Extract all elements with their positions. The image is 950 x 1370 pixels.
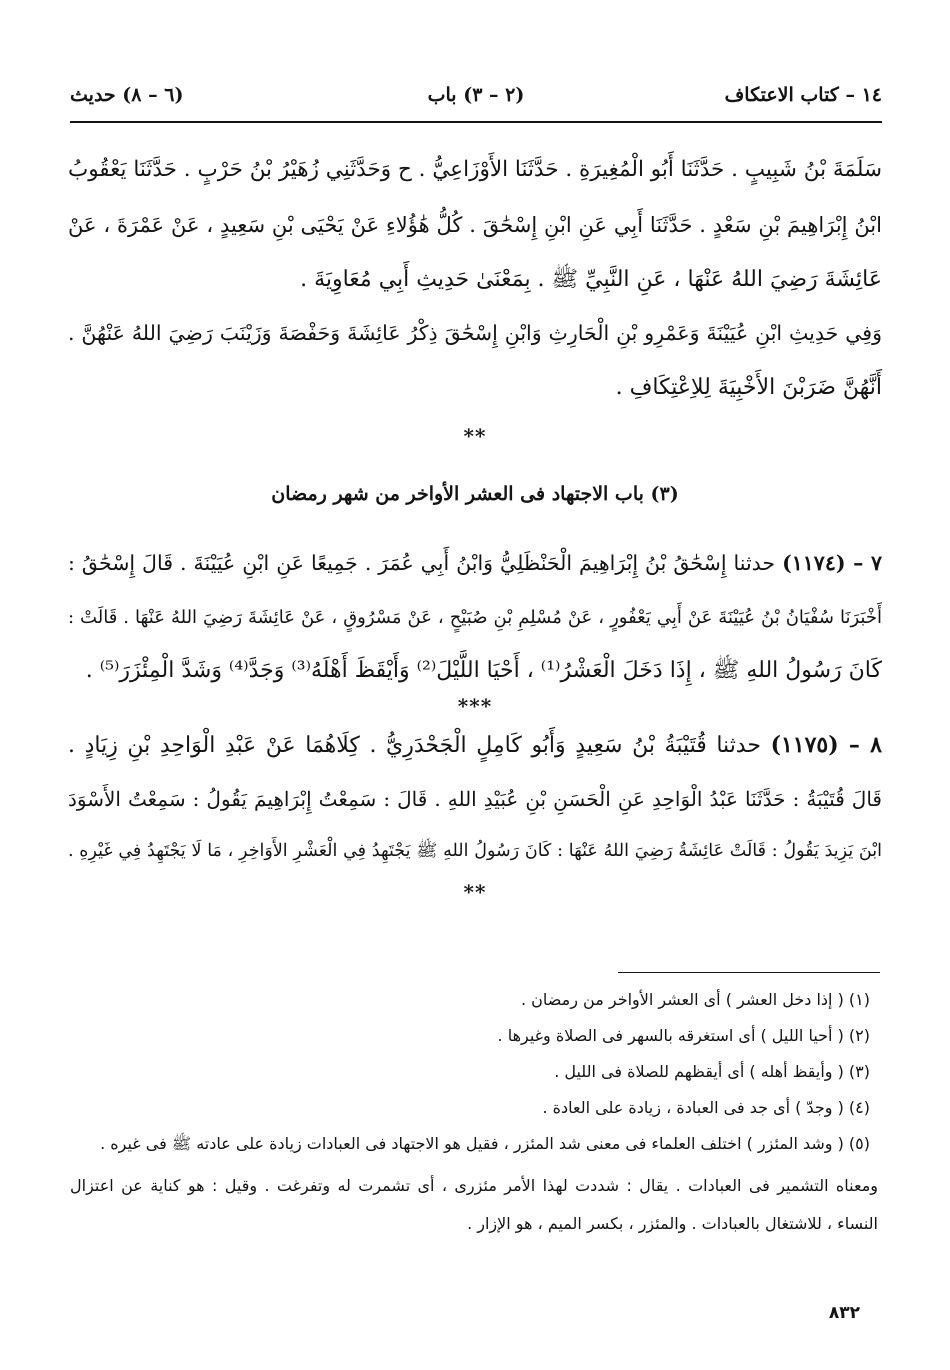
text-line: سَلَمَةَ بْنُ شَبِيبٍ . حَدَّثَنَا أَبُو الْمُغِيرَةِ . حَدَّثَنَا الأَوْزَاعِيُّ . ح وَحَدَّثَنِي زُهَيْرُ بْنُ حَرْبٍ . حَدَّثَنَا يَعْقُوبُ xyxy=(67,157,882,182)
text-line: وَفِي حَدِيثِ ابْنِ عُيَيْنَةَ وَعَمْرِو بْنِ الْحَارِثِ وَابْنِ إِسْحَٰقَ ذِكْرُ عَائِشَةَ وَحَفْصَةَ وَزَيْنَبَ رَضِيَ اللهُ عَنْهُنَّ . xyxy=(68,321,882,345)
text-line: أَنَّهُنَّ ضَرَبْنَ الأَخْبِيَةَ لِلاِعْتِكَافِ . xyxy=(615,375,882,400)
hadith-7-line xyxy=(68,548,882,578)
header-bab-range: (٢ – ٣) باب xyxy=(427,84,525,106)
text-line: عَائِشَةَ رَضِيَ اللهُ عَنْهَا ، عَنِ النَّبِيِّ ﷺ . بِمَعْنَىٰ حَدِيثِ أَبِي مُعَاوِيَةَ . xyxy=(300,267,882,292)
hadith-8-line xyxy=(68,730,882,761)
section-separator: *** xyxy=(457,694,493,718)
hadith-text: حدثنا قُتَيْبَةُ بْنُ سَعِيدٍ وَأَبُو كَامِلٍ الْجَحْدَرِيُّ . كِلَاهُمَا عَنْ عَبْدِ الْوَاحِدِ بْنِ زِيَادٍ . xyxy=(68,733,761,758)
header-rule xyxy=(70,121,882,123)
hadith-number: ٨ – (١١٧٥) xyxy=(770,732,882,758)
footnote: (٥) ( وشد المئزر ) اختلف العلماء فى معنى شد المئزر ، فقيل هو الاجتهاد فى العبادات زيادة على عادته ﷺ فى غيره . xyxy=(100,1134,870,1153)
running-header xyxy=(70,84,882,120)
text-line: ابْنُ إِبْرَاهِيمَ بْنِ سَعْدٍ . حَدَّثَنَا أَبِي عَنِ ابْنِ إِسْحَٰقَ . كُلُّ هَٰؤُلاءِ عَنْ يَحْيَى بْنِ سَعِيدٍ ، عَنْ عَمْرَةَ ، عَنْ xyxy=(68,213,882,237)
page-number: ٨٣٢ xyxy=(828,1303,860,1323)
chapter-title: (٣) باب الاجتهاد فى العشر الأواخر من شهر رمضان xyxy=(271,483,679,505)
section-separator: ** xyxy=(463,424,487,448)
footnote: (١) ( إذا دخل العشر ) أى العشر الأواخر من رمضان . xyxy=(520,990,870,1009)
hadith-number: ٧ – (١١٧٤) xyxy=(782,551,882,575)
hadith-text: حدثنا إِسْحَٰقُ بْنُ إِبْرَاهِيمَ الْحَنْظَلِيُّ وَابْنُ أَبِي عُمَرَ . جَمِيعًا عَنِ ابْنِ عُيَيْنَةَ . قَالَ إِسْحَٰقُ : xyxy=(68,551,776,575)
section-separator: ** xyxy=(463,880,487,904)
footnote-continuation: ومعناه التشمير فى العبادات . يقال : شددت لهذا الأمر مئزرى ، أى تشمرت له وتفرغت . وقيل : هو كناية عن اعتزال xyxy=(70,1176,878,1195)
footnote: (٤) ( وجدّ ) أى جد فى العبادة ، زيادة على العادة . xyxy=(542,1098,870,1117)
footnote: (٢) ( أحيا الليل ) أى استغرقه بالسهر فى الصلاة وغيرها . xyxy=(497,1026,870,1045)
text-line: ابْنَ يَزِيدَ يَقُولُ : قَالَتْ عَائِشَةُ رَضِيَ اللهُ عَنْهَا : كَانَ رَسُولُ اللهِ ﷺ يَجْتَهِدُ فِي الْعَشْرِ الأَوَاخِرِ ، مَا لَا يَجْتَهِدُ فِي غَيْرِهِ . xyxy=(68,841,882,861)
footnote: (٣) ( وأيقظ أهله ) أى أيقظهم للصلاة فى الليل . xyxy=(554,1062,870,1081)
footnote-rule xyxy=(618,972,880,973)
text-line: كَانَ رَسُولُ اللهِ ﷺ ، إِذَا دَخَلَ الْعَشْرُ⁽¹⁾ ، أَحْيَا اللَّيْلَ⁽²⁾ وَأَيْقَظَ أَهْلَهُ⁽³⁾ وَجَدَّ⁽⁴⁾ وَشَدَّ الْمِئْزَرَ⁽⁵⁾ . xyxy=(85,658,882,683)
header-hadith-range: (٦ – ٨) حديث xyxy=(70,84,184,106)
text-line: قَالَ قُتَيْبَةُ : حَدَّثَنَا عَبْدُ الْوَاحِدِ عَنِ الْحَسَنِ بْنِ عُبَيْدِ اللهِ . قَالَ : سَمِعْتُ إِبْرَاهِيمَ يَقُولُ : سَمِعْتُ الأَسْوَدَ xyxy=(68,787,882,811)
header-book-title: ١٤ – كتاب الاعتكاف xyxy=(724,84,882,106)
text-line: أَخْبَرَنَا سُفْيَانُ بْنُ عُيَيْنَةَ عَنْ أَبِي يَعْفُورٍ ، عَنْ مُسْلِمِ بْنِ صُبَيْحٍ ، عَنْ مَسْرُوقٍ ، عَنْ عَائِشَةَ رَضِيَ اللهُ عَنْهَا . قَالَتْ : xyxy=(68,607,882,628)
footnote-continuation: النساء ، للاشتغال بالعبادات . والمئزر ، بكسر الميم ، هو الإزار . xyxy=(467,1214,878,1233)
